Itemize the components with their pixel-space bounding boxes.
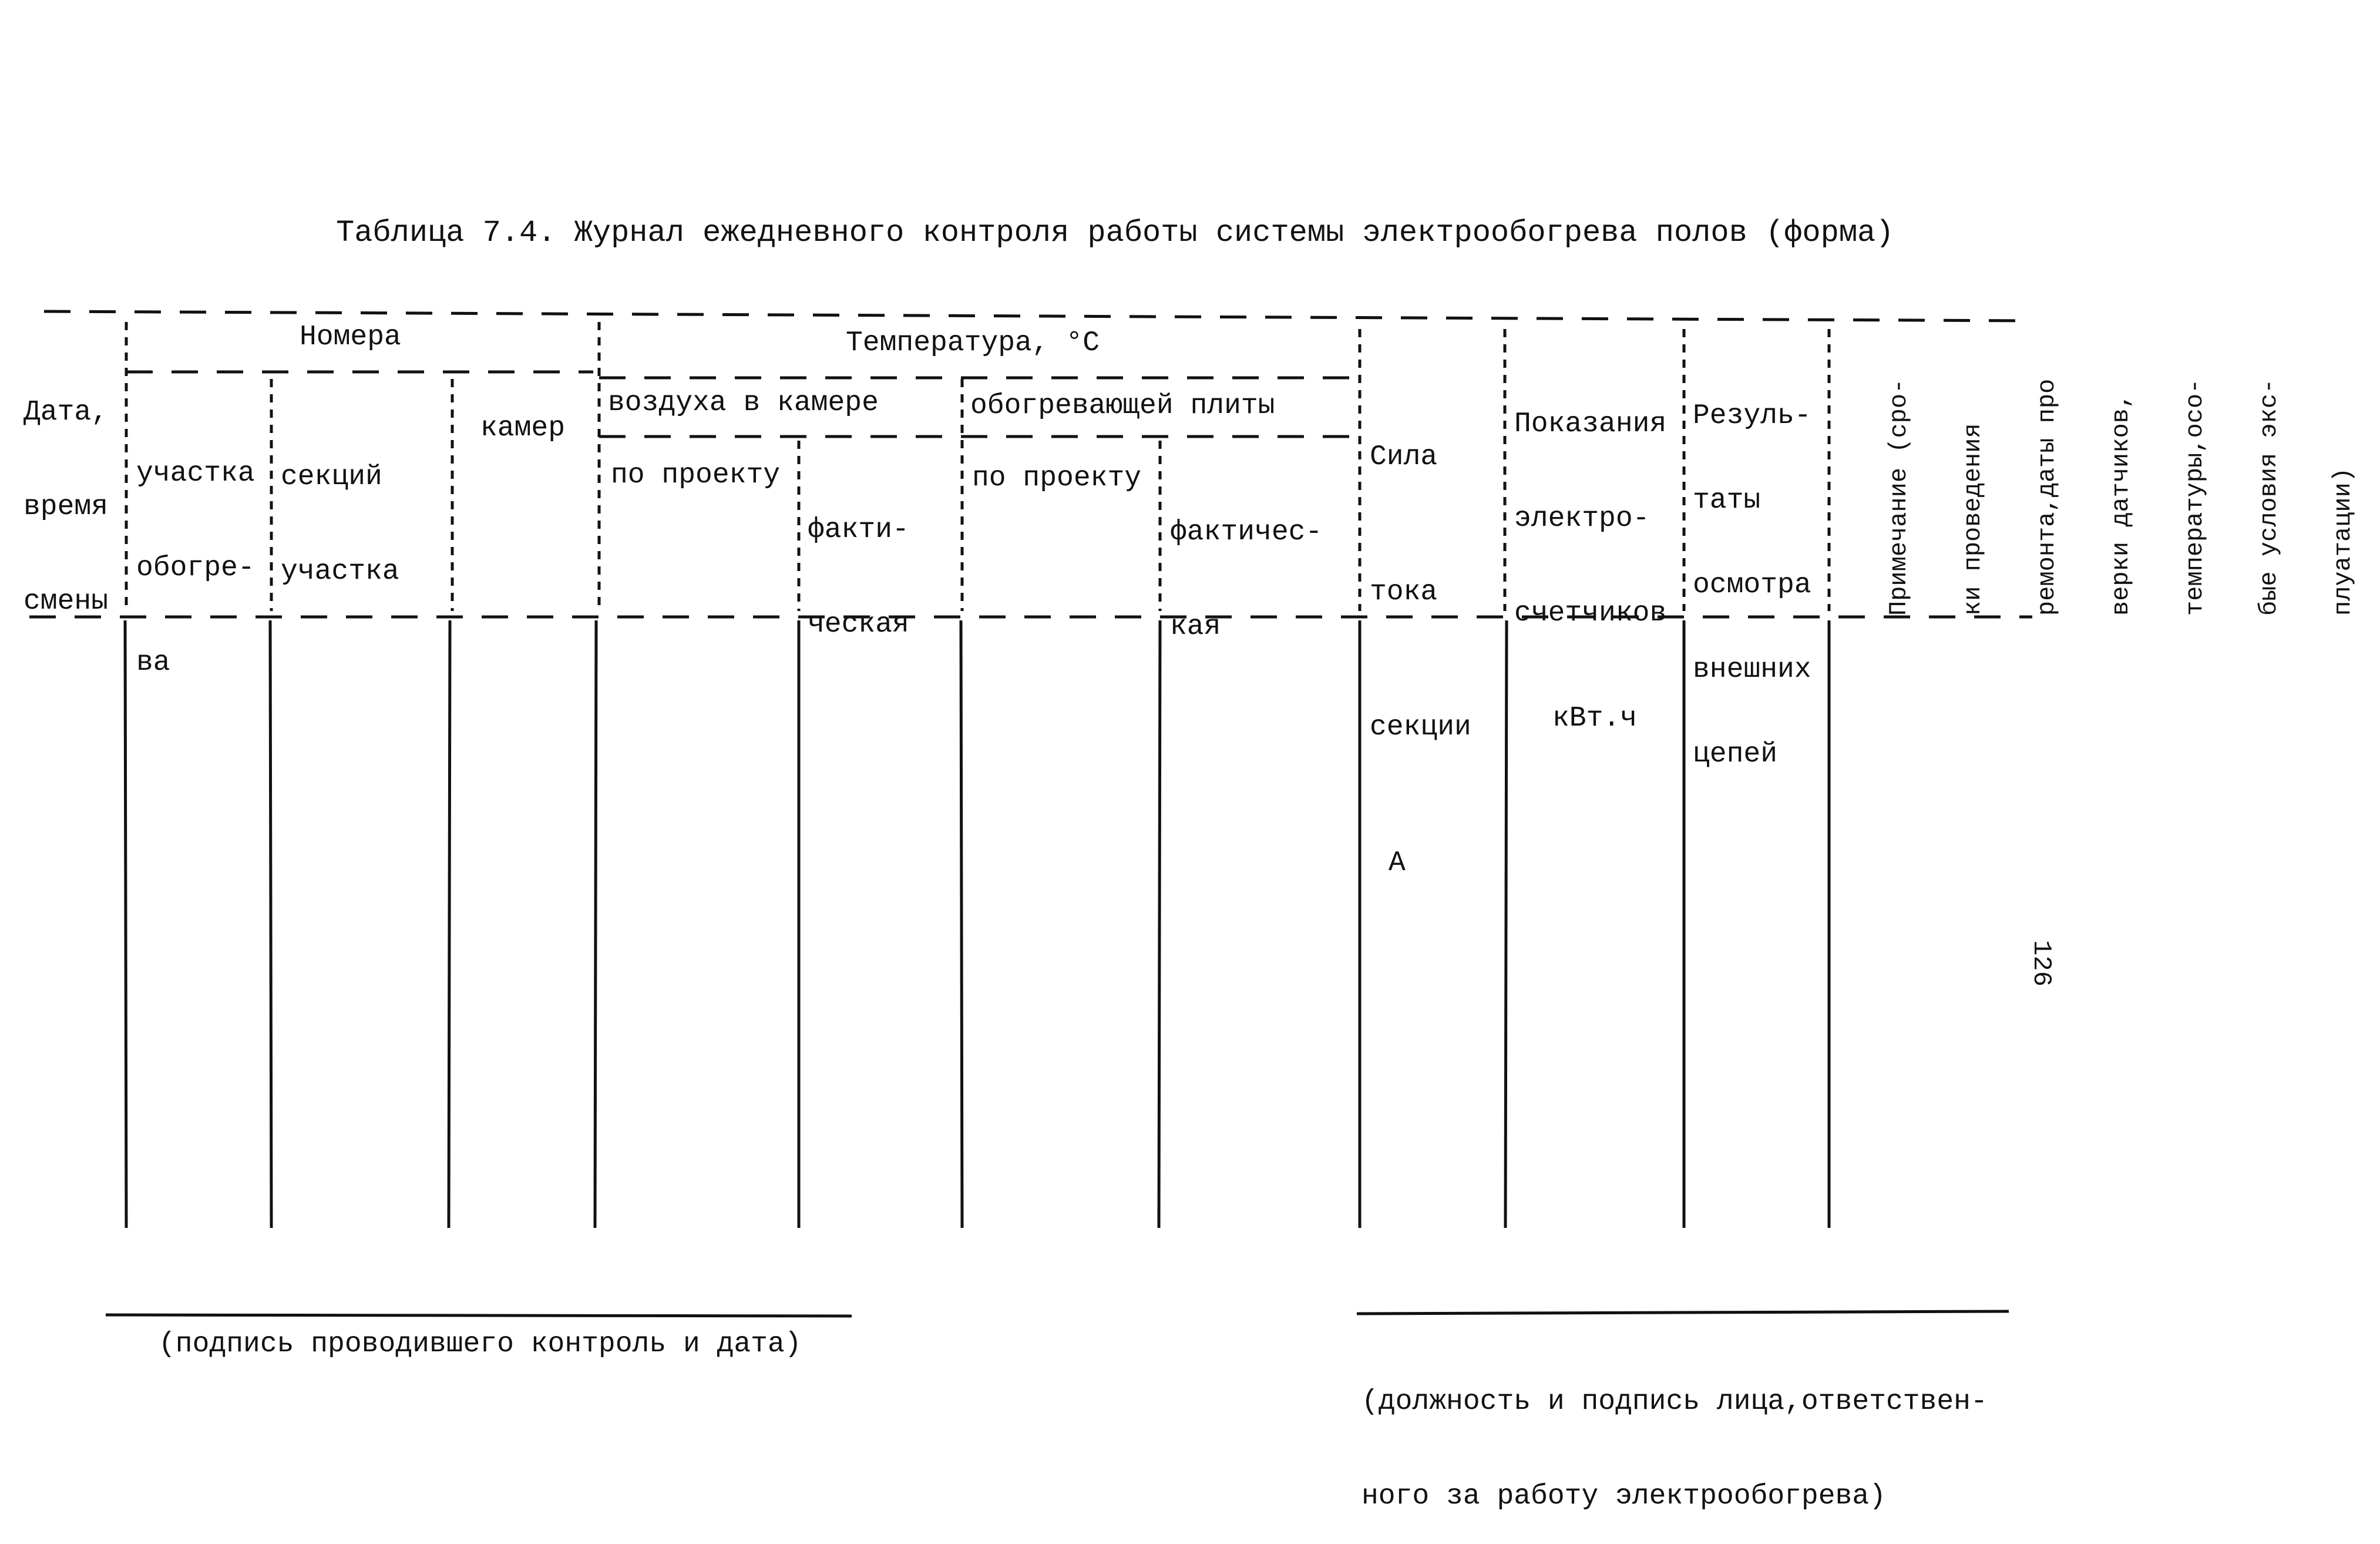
air-design-header: по проекту xyxy=(611,459,781,491)
current-header: Сила тока секции А xyxy=(1370,441,1471,879)
plate-design-header: по проекту xyxy=(972,462,1142,494)
sections-header: секций участка xyxy=(281,461,399,588)
plate-group-header: обогревающей плиты xyxy=(970,390,1275,422)
right-signature-line xyxy=(1357,1311,2009,1314)
numbers-group-header: Номера xyxy=(300,321,401,353)
table-title: Таблица 7.4. Журнал ежедневного контроля работы системы электрообогрева полов (форма) xyxy=(336,216,1894,250)
header-top-rule xyxy=(44,311,2032,321)
chambers-header: камер xyxy=(480,412,566,444)
air-actual-header: факти- ческая xyxy=(808,513,909,640)
plot-header: участка обогре- ва xyxy=(136,457,255,679)
results-header: Резуль- таты осмотра внешних цепей xyxy=(1693,400,1811,770)
meters-header: Показания электро- счетчиков кВт.ч xyxy=(1514,408,1667,735)
note-header: Примечание (сро- ки проведения ремонта,даты про верки датчиков, температуры,осо- бые условия экс- плуатации) xyxy=(1885,378,2357,616)
page-number: 126 xyxy=(2026,940,2056,987)
left-signature-line xyxy=(106,1315,852,1316)
right-signature-caption: (должность и подпись лица,ответствен- ного за работу электрообогрева) xyxy=(1362,1385,1988,1512)
left-signature-caption: (подпись проводившего контроль и дата) xyxy=(159,1328,802,1360)
date-header: Дата, время смены xyxy=(23,396,109,617)
temperature-group-header: Температура, °С xyxy=(846,327,1100,359)
plate-actual-header: фактичес- кая xyxy=(1170,516,1323,643)
air-group-header: воздуха в камере xyxy=(608,387,879,419)
